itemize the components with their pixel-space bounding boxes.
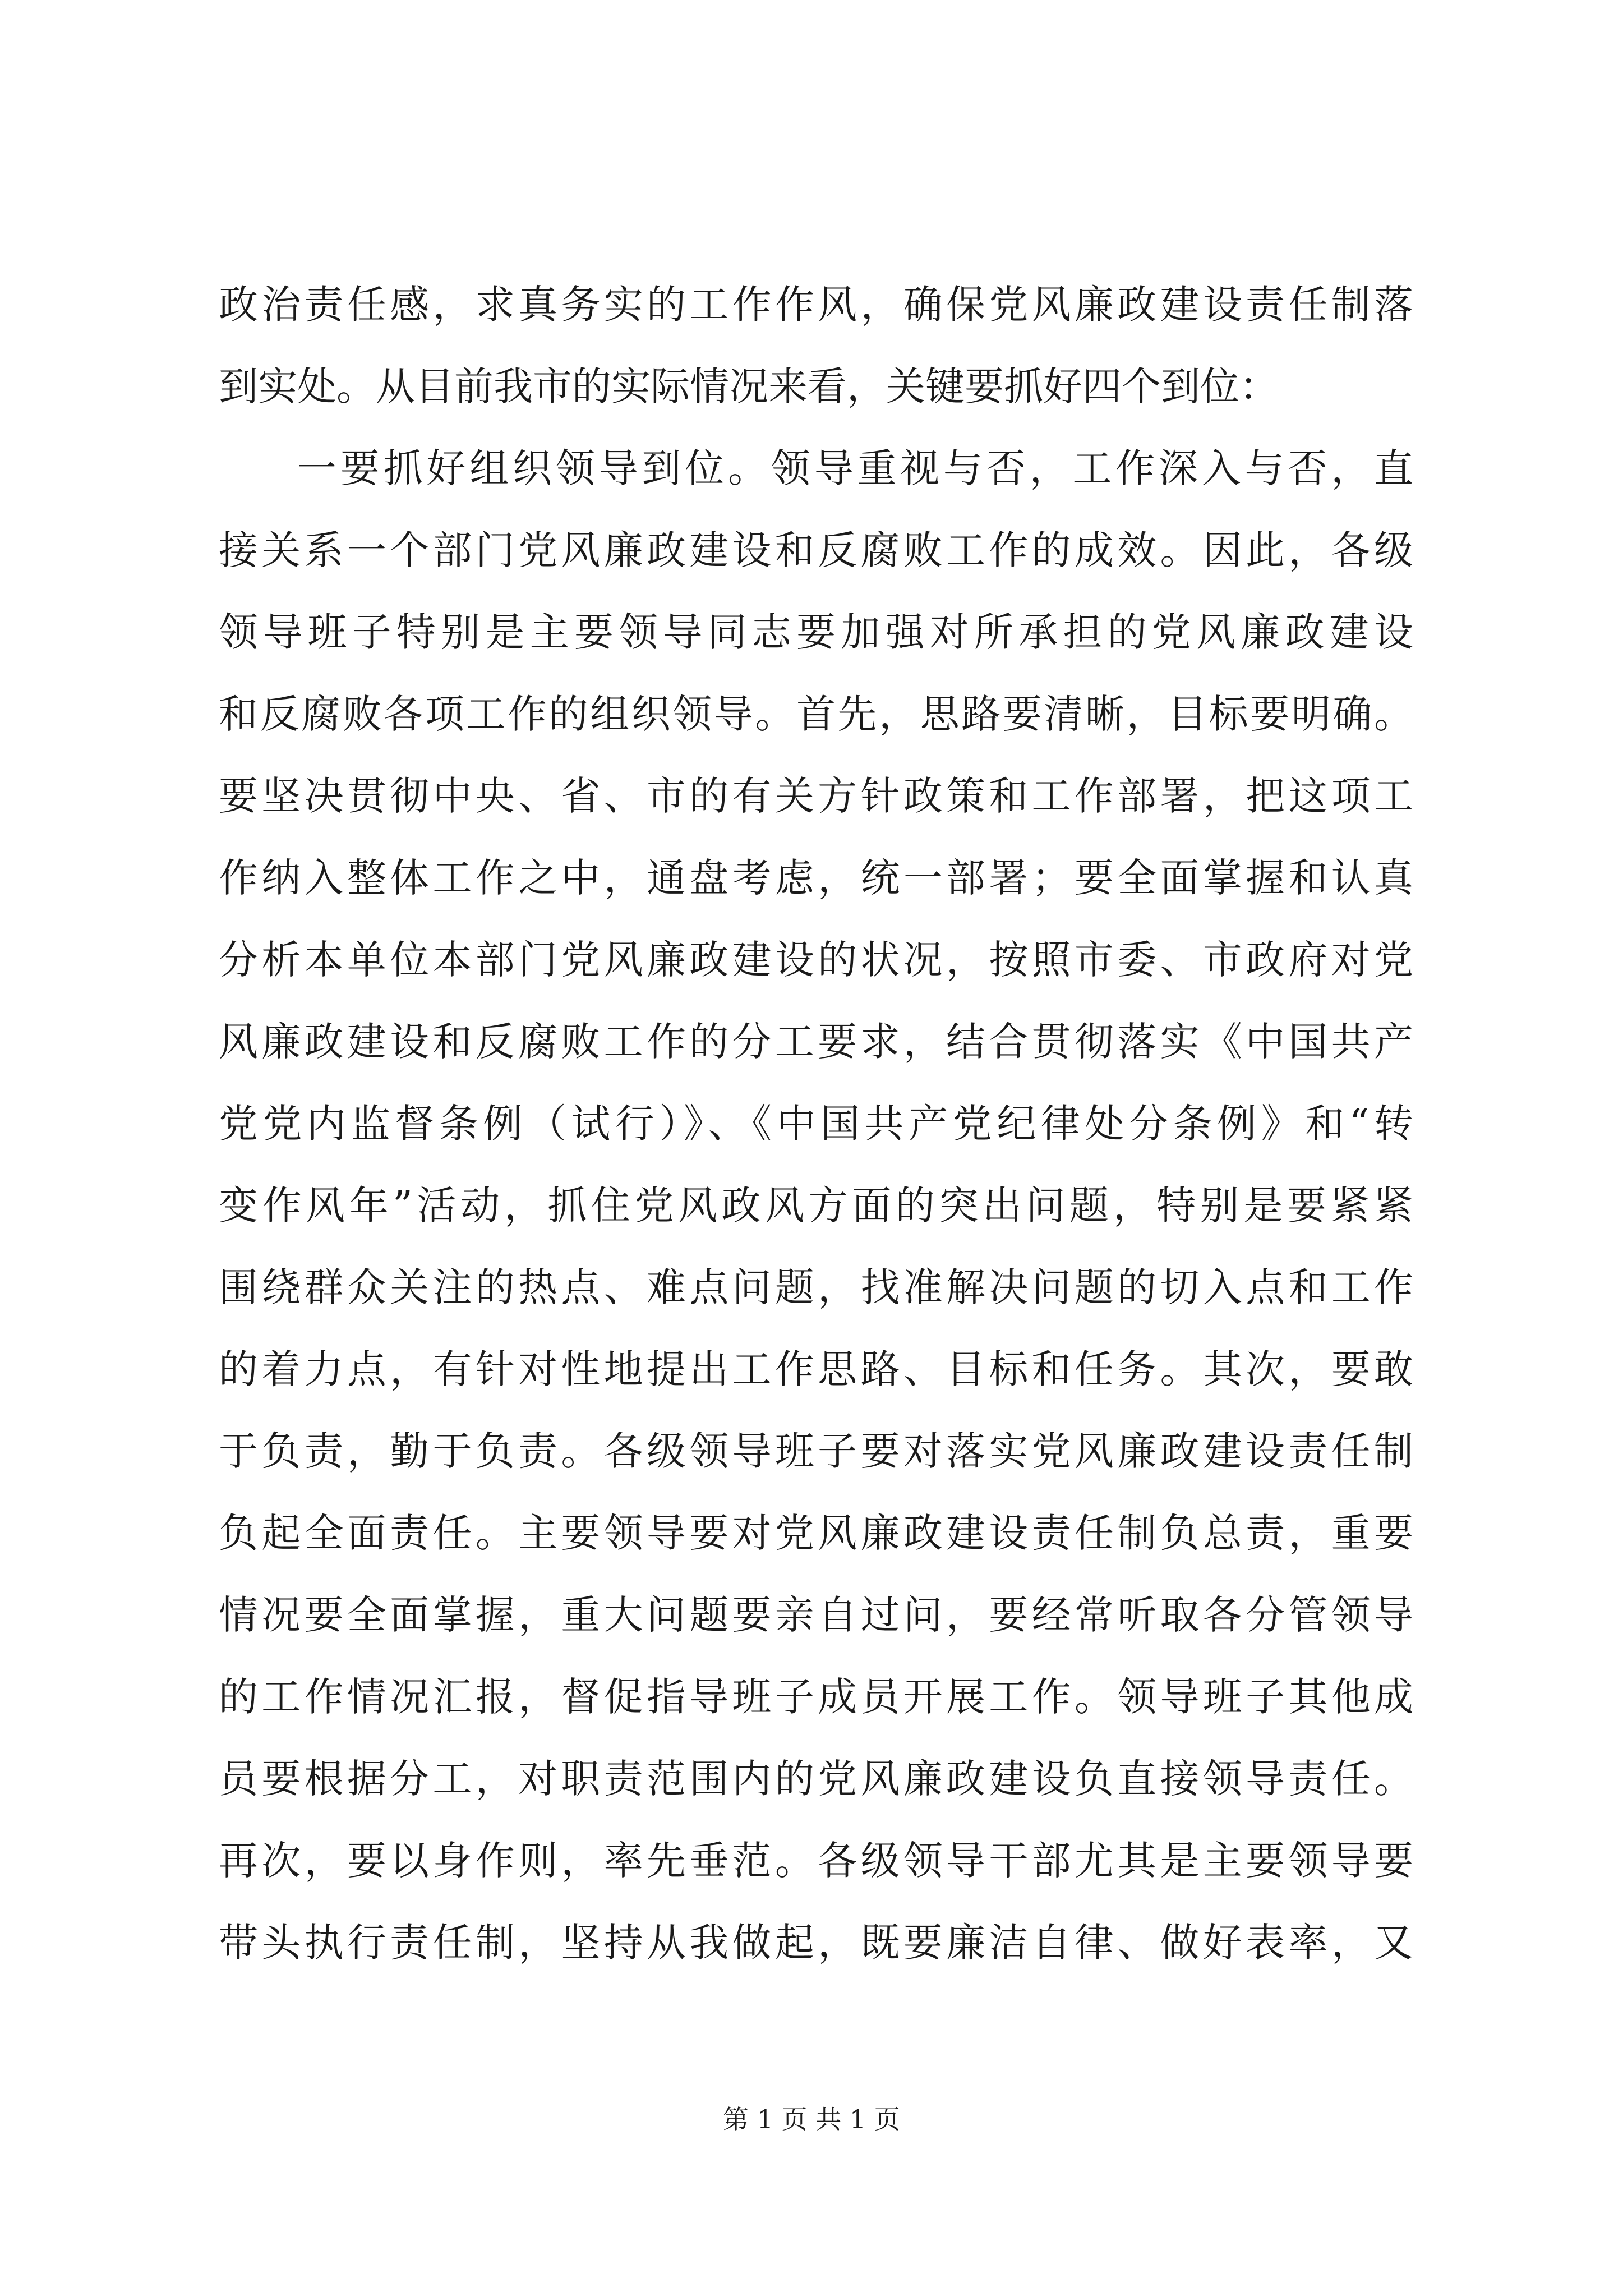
text-line: 接关系一个部门党风廉政建设和反腐败工作的成效。因此，各级 [219,527,1413,573]
text-line: 围绕群众关注的热点、难点问题，找准解决问题的切入点和工作 [219,1264,1413,1310]
text-line: 到实处。从目前我市的实际情况来看，关键要抓好四个到位： [219,364,1279,409]
text-line: 变作风年”活动，抓住党风政风方面的突出问题，特别是要紧紧 [219,1182,1413,1228]
text-line: 的工作情况汇报，督促指导班子成员开展工作。领导班子其他成 [219,1674,1413,1720]
text-line: 一要抓好组织领导到位。领导重视与否，工作深入与否，直 [297,445,1413,491]
text-line: 政治责任感，求真务实的工作作风，确保党风廉政建设责任制落 [219,282,1413,328]
text-line: 情况要全面掌握，重大问题要亲自过问，要经常听取各分管领导 [219,1592,1413,1638]
text-line: 再次，要以身作则，率先垂范。各级领导干部尤其是主要领导要 [219,1838,1413,1884]
body-text [219,264,1413,1984]
text-line: 的着力点，有针对性地提出工作思路、目标和任务。其次，要敢 [219,1346,1413,1392]
text-line: 党党内监督条例（试行）》、《中国共产党纪律处分条例》和“转 [219,1101,1413,1147]
page-number-footer: 第 1 页 共 1 页 [723,2104,900,2134]
text-line: 和反腐败各项工作的组织领导。首先，思路要清晰，目标要明确。 [219,691,1413,737]
text-line: 分析本单位本部门党风廉政建设的状况，按照市委、市政府对党 [219,937,1413,983]
text-line: 员要根据分工，对职责范围内的党风廉政建设负直接领导责任。 [219,1756,1413,1802]
text-line: 负起全面责任。主要领导要对党风廉政建设责任制负总责，重要 [219,1510,1413,1556]
text-line: 作纳入整体工作之中，通盘考虑，统一部署；要全面掌握和认真 [219,855,1413,901]
text-line: 带头执行责任制，坚持从我做起，既要廉洁自律、做好表率，又 [219,1920,1413,1966]
text-line: 于负责，勤于负责。各级领导班子要对落实党风廉政建设责任制 [219,1428,1413,1474]
text-line: 领导班子特别是主要领导同志要加强对所承担的党风廉政建设 [219,609,1413,655]
text-line: 风廉政建设和反腐败工作的分工要求，结合贯彻落实《中国共产 [219,1019,1413,1065]
text-line: 要坚决贯彻中央、省、市的有关方针政策和工作部署，把这项工 [219,773,1413,819]
